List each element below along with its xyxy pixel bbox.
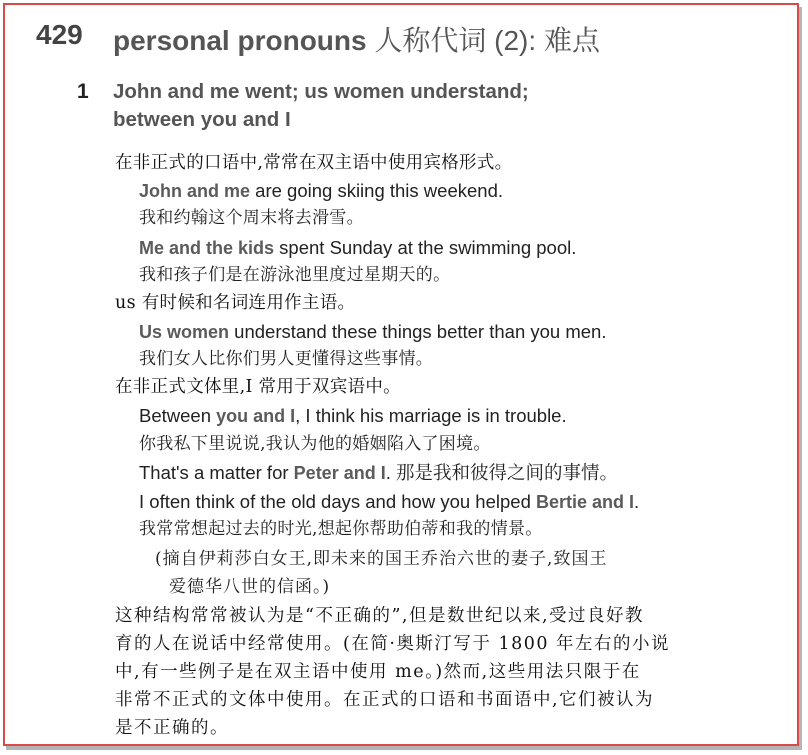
paragraph-line: 育的人在说话中经常使用。(在简·奥斯汀写于 1800 年左右的小说 <box>115 634 671 654</box>
example-rest: are going skiing this weekend. <box>250 180 503 201</box>
example-highlight: John and me <box>139 181 251 201</box>
translation-line: 我和约翰这个周末将去滑雪。 <box>139 208 364 228</box>
translation-line: 你我私下里说说,我认为他的婚姻陷入了困境。 <box>139 434 491 454</box>
section-number: 429 <box>36 19 83 50</box>
section-title-suffix: (2): <box>494 25 544 56</box>
source-note-line: (摘自伊莉莎白女王,即未来的国王乔治六世的妻子,致国王 <box>155 549 608 569</box>
example-sentence <box>139 236 576 260</box>
note-line: 在非正式文体里,I 常用于双宾语中。 <box>115 377 401 397</box>
example-rest: , I think his marriage is in trouble. <box>295 405 567 426</box>
example-sentence <box>139 404 567 428</box>
section-title-cn: 人称代词 <box>374 24 487 57</box>
subsection-title-line1: John and me went; us women understand; <box>113 80 529 103</box>
subsection-number: 1 <box>77 80 89 103</box>
section-title <box>113 19 600 59</box>
paragraph-line: 中,有一些例子是在双主语中使用 me。)然而,这些用法只限于在 <box>115 662 641 682</box>
example-highlight: you and I <box>216 406 296 426</box>
paragraph-line: 这种结构常常被认为是“不正确的”,但是数世纪以来,受过良好教 <box>115 606 645 626</box>
example-sentence <box>139 461 618 485</box>
example-highlight: Me and the kids <box>139 238 275 258</box>
example-highlight: Us women <box>139 322 230 342</box>
example-rest: . 那是我和彼得之间的事情。 <box>385 462 618 483</box>
subsection-title <box>113 78 529 134</box>
source-note-line: 爱德华八世的信函。) <box>169 577 331 597</box>
example-highlight: Peter and I <box>293 463 386 483</box>
section-title-cn2: 难点 <box>543 24 600 57</box>
section-title-en: personal pronouns <box>113 25 367 56</box>
example-pre: I often think of the old days and how you helped <box>139 491 537 512</box>
subsection-title-line2: between you and I <box>113 108 291 131</box>
example-sentence <box>139 490 639 514</box>
translation-line: 我常常想起过去的时光,想起你帮助伯蒂和我的情景。 <box>139 519 543 539</box>
example-sentence <box>139 320 606 344</box>
paragraph-line: 非常不正式的文体中使用。在正式的口语和书面语中,它们被认为 <box>115 690 655 710</box>
example-pre: That's a matter for <box>139 462 294 483</box>
translation-line: 我和孩子们是在游泳池里度过星期天的。 <box>139 265 451 285</box>
note-line: 在非正式的口语中,常常在双主语中使用宾格形式。 <box>115 153 513 173</box>
paragraph-line: 是不正确的。 <box>115 718 229 738</box>
example-rest: understand these things better than you men. <box>229 321 607 342</box>
translation-line: 我们女人比你们男人更懂得这些事情。 <box>139 349 434 369</box>
note-line: us 有时候和名词连用作主语。 <box>115 293 356 313</box>
book-page <box>3 3 799 746</box>
example-pre: Between <box>139 405 217 426</box>
example-rest: spent Sunday at the swimming pool. <box>274 237 577 258</box>
example-rest: . <box>634 491 640 512</box>
example-highlight: Bertie and I <box>536 492 635 512</box>
example-sentence <box>139 179 503 203</box>
